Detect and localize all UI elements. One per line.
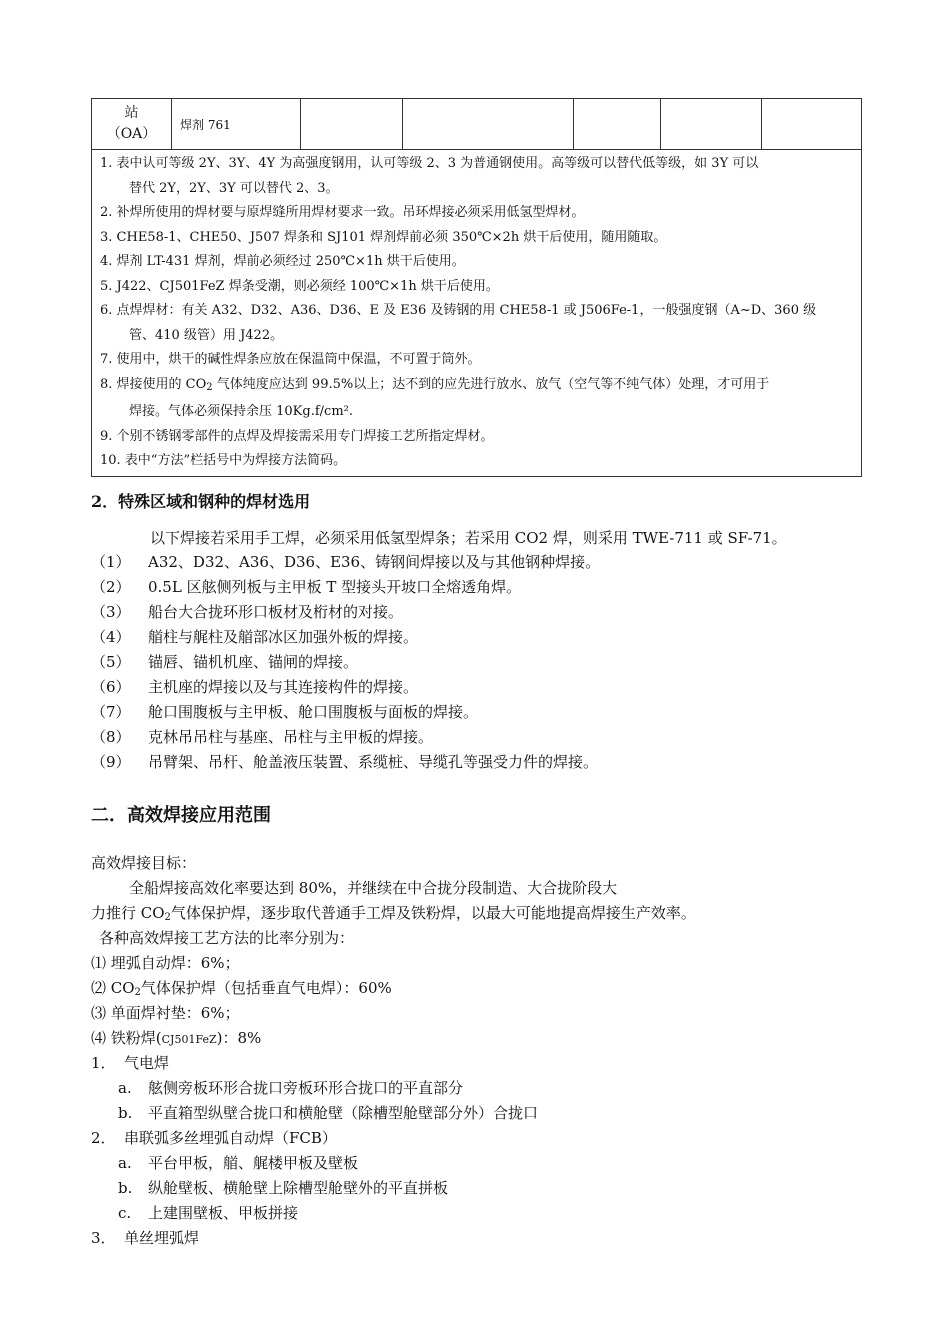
method-heading: 3． 单丝埋弧焊 bbox=[91, 1229, 200, 1247]
list-item: （5） 锚唇、锚机机座、锚闸的焊接。 bbox=[91, 653, 359, 671]
note-item: 5. J422、CJ501FeZ 焊条受潮，则必须经 100℃×1h 烘干后使用。 bbox=[100, 278, 499, 294]
note-item: 8. 焊接使用的 $CO_2$ 气体纯度应达到 99.5%以上；达不到的应先进行放水、放气（空气等不纯气体）处理，才可用于 焊接。气体必须保持余压 10Kg.f/cm². bbox=[100, 376, 770, 419]
station-cell bbox=[92, 99, 172, 150]
note-item: 9. 个别不锈钢零部件的点焊及焊接需采用专门焊接工艺所指定焊材。 bbox=[100, 428, 494, 444]
section-intro: 以下焊接若采用手工焊，必须采用低氢型焊条；若采用 CO2 焊，则采用 TWE-711 或 SF-71。 bbox=[150, 529, 787, 547]
ratio-item: ⑴ 埋弧自动焊：6%； bbox=[91, 954, 240, 972]
efficient-welding-body bbox=[91, 852, 696, 1252]
method-item: c. 上建围壁板、甲板拼接 bbox=[118, 1204, 299, 1222]
table-row bbox=[92, 99, 862, 150]
list-item: （3） 船台大合拢环形口板材及桁材的对接。 bbox=[91, 603, 404, 621]
list-item: （9） 吊臂架、吊杆、舱盖液压装置、系缆桩、导缆孔等强受力件的焊接。 bbox=[91, 753, 599, 771]
method-item: b. 纵舱壁板、横舱壁上除槽型舱壁外的平直拼板 bbox=[118, 1179, 449, 1197]
method-item: a. 平台甲板，艏、艉楼甲板及壁板 bbox=[118, 1154, 359, 1172]
note-item: 4. 焊剂 LT-431 焊剂，焊前必须经过 250℃×1h 烘干后使用。 bbox=[100, 254, 465, 269]
notes-cell bbox=[92, 150, 862, 477]
note-item: 1. 表中认可等级 2Y、3Y、4Y 为高强度钢用，认可等级 2、3 为普通钢使用。高等级可以替代低等级，如 3Y 可以 替代 2Y，2Y、3Y 可以替代 2、3。 bbox=[100, 156, 759, 196]
list-item: （1） A32、D32、A36、D36、E36、铸钢间焊接以及与其他钢种焊接。 bbox=[91, 553, 601, 571]
section-heading: 2．特殊区域和钢种的焊材选用 bbox=[91, 492, 311, 511]
goal-line: 全船焊接高效化率要达到 80%，并继续在中合拢分段制造、大合拢阶段大 bbox=[129, 879, 618, 897]
empty-cell bbox=[661, 99, 762, 150]
empty-cell bbox=[403, 99, 574, 150]
station-label: 站 bbox=[124, 105, 139, 121]
method-heading: 1． 气电焊 bbox=[91, 1054, 170, 1072]
flux-cell: 焊剂 761 bbox=[172, 99, 301, 150]
note-item: 6. 点焊焊材：有关 A32、D32、A36、D36、E 及 E36 及铸钢的用 CHE58-1 或 J506Fe-1，一般强度钢（A~D、360 级 管、410 级管）用 J422。 bbox=[100, 303, 817, 343]
empty-cell bbox=[301, 99, 403, 150]
empty-cell bbox=[762, 99, 862, 150]
method-heading: 2． 串联弧多丝埋弧自动焊（FCB） bbox=[91, 1129, 337, 1147]
note-item: 3. CHE58-1、CHE50、J507 焊条和 SJ101 焊剂焊前必须 350℃×2h 烘干后使用，随用随取。 bbox=[100, 229, 667, 245]
ratio-item: ⑷ 铁粉焊(CJ501FeZ)：8% bbox=[91, 1029, 262, 1047]
goal-line: 力推行 $CO_2$气体保护焊，逐步取代普通手工焊及铁粉焊，以最大可能地提高焊接生产效率。 bbox=[91, 904, 696, 923]
list-item: （7） 舱口围腹板与主甲板、舱口围腹板与面板的焊接。 bbox=[91, 703, 479, 721]
notes-row bbox=[92, 150, 862, 477]
note-item: 2. 补焊所使用的焊材要与原焊缝所用焊材要求一致。吊环焊接必须采用低氢型焊材。 bbox=[100, 205, 585, 220]
list-item: （6） 主机座的焊接以及与其连接构件的焊接。 bbox=[91, 678, 419, 696]
chapter-heading: 二．高效焊接应用范围 bbox=[91, 805, 271, 826]
station-code: （OA） bbox=[106, 126, 157, 142]
ratio-intro: 各种高效焊接工艺方法的比率分别为： bbox=[99, 929, 355, 947]
empty-cell bbox=[574, 99, 661, 150]
note-item: 10. 表中“方法”栏括号中为焊接方法简码。 bbox=[100, 453, 347, 468]
list-item: （2） 0.5L 区舷侧列板与主甲板 T 型接头开坡口全熔透角焊。 bbox=[91, 578, 522, 596]
list-item: （4） 艏柱与艉柱及艏部冰区加强外板的焊接。 bbox=[91, 628, 419, 646]
method-item: b. 平直箱型纵壁合拢口和横舱壁（除槽型舱壁部分外）合拢口 bbox=[118, 1104, 539, 1122]
welding-material-table bbox=[91, 98, 862, 477]
ratio-item: ⑵ $CO_2$气体保护焊（包括垂直气电焊）：60% bbox=[91, 979, 392, 998]
ratio-item: ⑶ 单面焊衬垫：6%； bbox=[91, 1004, 240, 1022]
note-item: 7. 使用中，烘干的碱性焊条应放在保温筒中保温，不可置于筒外。 bbox=[100, 352, 481, 367]
list-item: （8） 克林吊吊柱与基座、吊柱与主甲板的焊接。 bbox=[91, 728, 434, 746]
goal-label: 高效焊接目标： bbox=[91, 854, 197, 872]
method-item: a. 舷侧旁板环形合拢口旁板环形合拢口的平直部分 bbox=[118, 1079, 464, 1097]
special-area-list bbox=[91, 551, 600, 776]
